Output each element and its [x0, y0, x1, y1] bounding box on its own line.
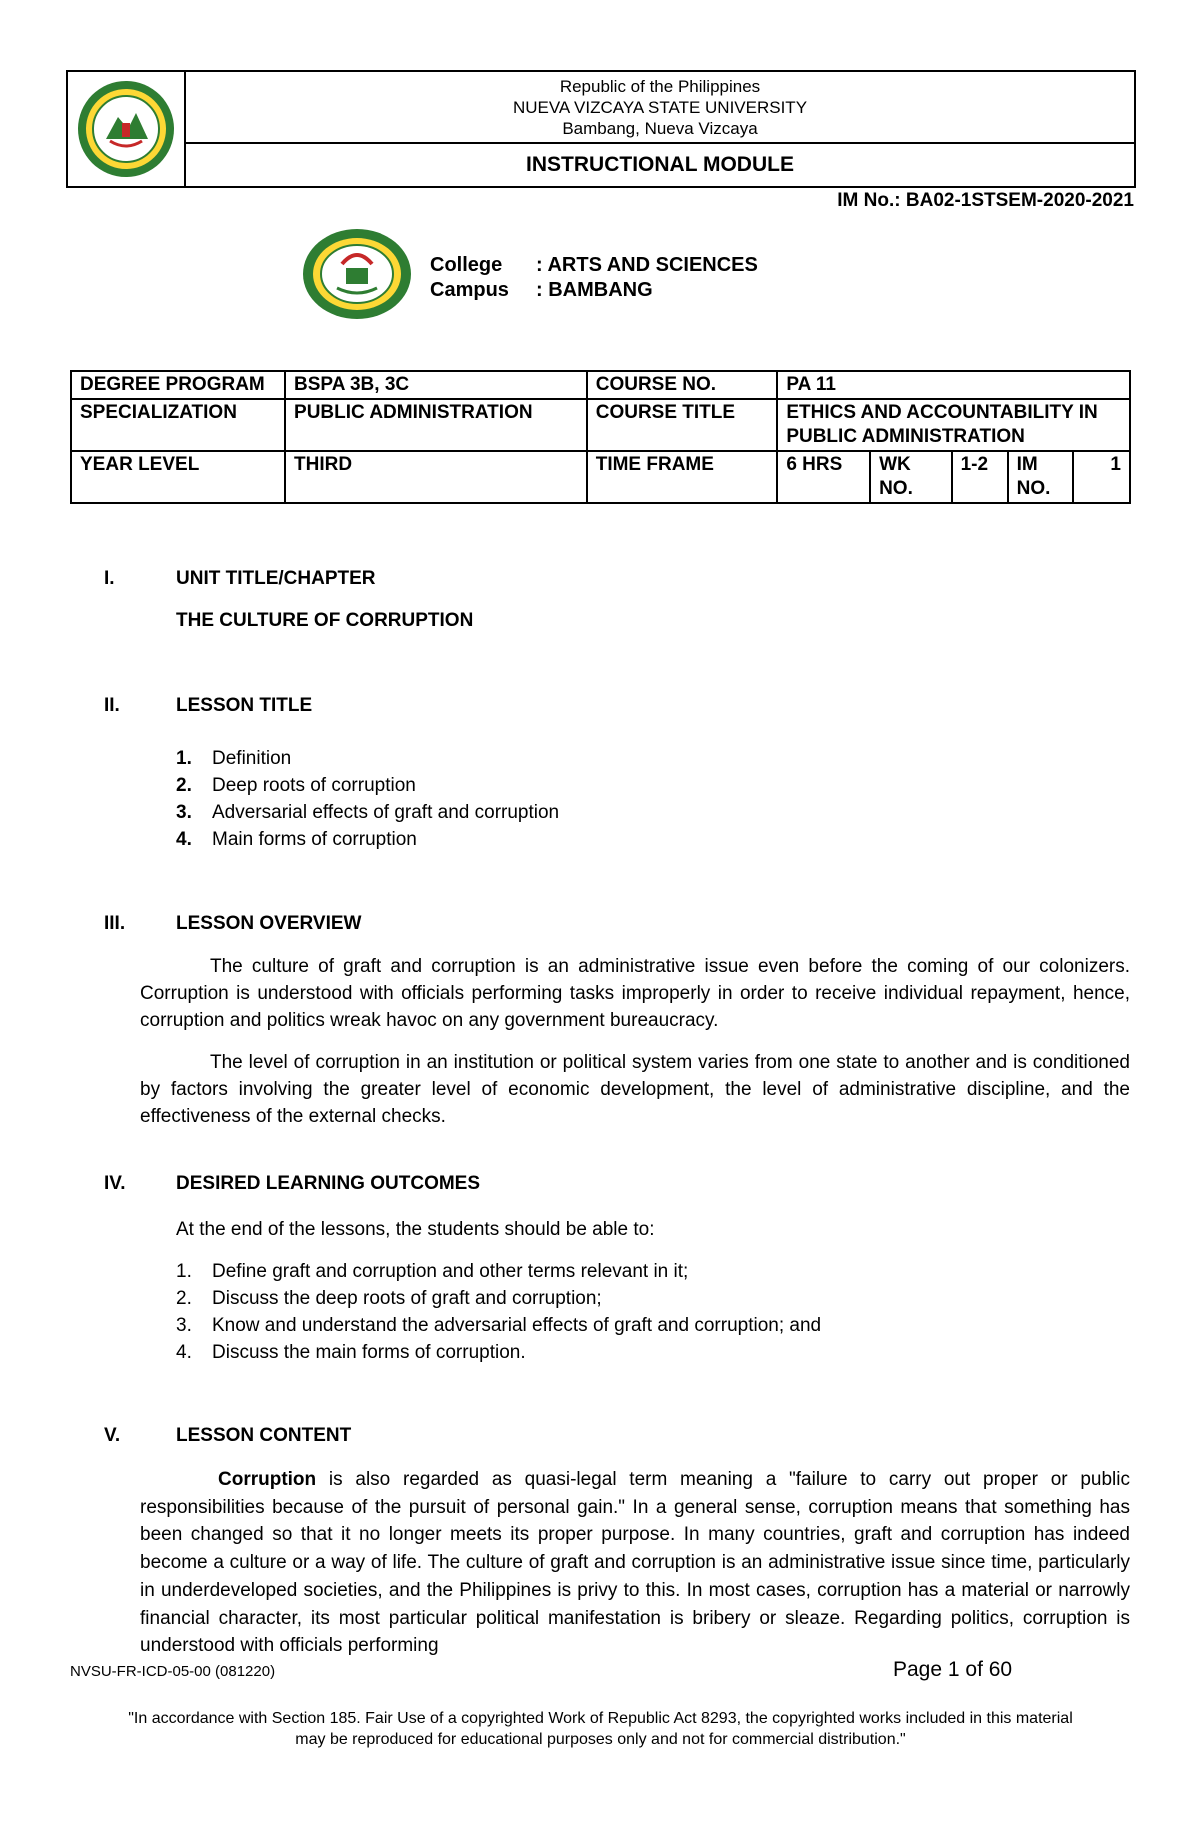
- campus-label: Campus: [430, 279, 509, 301]
- wk-no-label: WK NO.: [870, 451, 952, 503]
- campus-value: : BAMBANG: [536, 279, 653, 301]
- specialization-value: PUBLIC ADMINISTRATION: [285, 399, 587, 451]
- disclaimer-line-1: "In accordance with Section 185. Fair Use of a copyrighted Work of Republic Act 8293, the copyrighted works included in this material: [128, 1710, 1073, 1727]
- course-title-value: ETHICS AND ACCOUNTABILITY IN PUBLIC ADMINISTRATION: [777, 399, 1130, 451]
- header-institution: [186, 72, 1134, 144]
- section-2-number: II.: [104, 695, 120, 716]
- term-corruption: Corruption: [218, 1469, 317, 1490]
- section-3-title: LESSON OVERVIEW: [176, 913, 362, 934]
- course-title-label: COURSE TITLE: [587, 399, 778, 451]
- time-frame-value: 6 HRS: [777, 451, 870, 503]
- lesson-content-body: is also regarded as quasi-legal term meaning a "failure to carry out proper or public responsibilities because of the pursuit of personal gain." In a general sense, corruption means that something has been changed so that it no longer meets its proper purpose. In many countries, graft and corruption has indeed become a culture or a way of life. The culture of graft and corruption is an administrative issue since time, particularly in underdeveloped societies, and the Philippines is privy to this. In most cases, corruption has a material or narrowly financial character, its most particular political manifestation is bribery or sleaze. Regarding politics, corruption is understood with officials performing: [140, 1469, 1130, 1657]
- college-info: [430, 253, 758, 303]
- overview-paragraph-2: The level of corruption in an institution or political system varies from one state to another and is conditioned by factors involving the greater level of economic development, the level of administrative discipline, and the effectiveness of the external checks.: [140, 1052, 1130, 1127]
- table-row: [71, 399, 1130, 451]
- time-frame-label: TIME FRAME: [587, 451, 778, 503]
- outcomes-list: [176, 1258, 821, 1366]
- list-item: 4. Discuss the main forms of corruption.: [176, 1342, 526, 1363]
- list-item: 3. Adversarial effects of graft and corruption: [176, 802, 560, 823]
- list-item: 3. Know and understand the adversarial effects of graft and corruption; and: [176, 1315, 822, 1336]
- overview-paragraph-1: The culture of graft and corruption is an administrative issue even before the coming of our colonizers. Corruption is understood with officials performing tasks improperly in order to receive individual repayment, hence, corruption and politics wreak havoc on any government bureaucracy.: [140, 956, 1130, 1031]
- list-item: 4. Main forms of corruption: [176, 829, 417, 850]
- degree-program-label: DEGREE PROGRAM: [71, 371, 285, 399]
- list-item: 1. Definition: [176, 748, 292, 769]
- module-title: INSTRUCTIONAL MODULE: [526, 153, 794, 176]
- outcomes-intro: At the end of the lessons, the students should be able to:: [176, 1219, 655, 1240]
- lesson-title-list: [176, 745, 559, 853]
- section-1-title: UNIT TITLE/CHAPTER: [176, 568, 376, 589]
- section-4-number: IV.: [104, 1173, 126, 1194]
- list-item: 2. Discuss the deep roots of graft and corruption;: [176, 1288, 602, 1309]
- wk-no-value: 1-2: [952, 451, 1008, 503]
- year-level-label: YEAR LEVEL: [71, 451, 285, 503]
- degree-program-value: BSPA 3B, 3C: [285, 371, 587, 399]
- copyright-disclaimer: [70, 1708, 1131, 1750]
- year-level-value: THIRD: [285, 451, 587, 503]
- im-no-label: IM NO.: [1008, 451, 1073, 503]
- list-item: 1. Define graft and corruption and other terms relevant in it;: [176, 1261, 689, 1282]
- header-box: [66, 70, 1136, 188]
- college-seal-icon: [302, 228, 412, 320]
- list-item: 2. Deep roots of corruption: [176, 775, 416, 796]
- im-no-value: 1: [1073, 451, 1130, 503]
- section-2-title: LESSON TITLE: [176, 695, 313, 716]
- section-5-number: V.: [104, 1425, 121, 1446]
- university-seal-icon: [76, 79, 176, 179]
- disclaimer-line-2: may be reproduced for educational purposes only and not for commercial distribution.": [295, 1731, 906, 1748]
- section-4-title: DESIRED LEARNING OUTCOMES: [176, 1173, 481, 1194]
- specialization-label: SPECIALIZATION: [71, 399, 285, 451]
- table-row: [71, 451, 1130, 503]
- header-republic: Republic of the Philippines: [559, 77, 761, 96]
- university-logo-cell: [68, 72, 186, 186]
- college-value: : ARTS AND SCIENCES: [536, 254, 758, 276]
- im-number: IM No.: BA02-1STSEM-2020-2021: [837, 190, 1134, 211]
- header-university: NUEVA VIZCAYA STATE UNIVERSITY: [512, 98, 808, 117]
- header-address: Bambang, Nueva Vizcaya: [562, 119, 758, 138]
- section-1-number: I.: [104, 568, 115, 589]
- college-label: College: [430, 254, 503, 276]
- course-no-label: COURSE NO.: [587, 371, 778, 399]
- table-row: [71, 371, 1130, 399]
- form-code: NVSU-FR-ICD-05-00 (081220): [70, 1663, 276, 1680]
- section-3-number: III.: [104, 913, 126, 934]
- page-number: Page 1 of 60: [893, 1658, 1013, 1681]
- course-no-value: PA 11: [777, 371, 1130, 399]
- unit-title: THE CULTURE OF CORRUPTION: [176, 610, 474, 631]
- section-5-title: LESSON CONTENT: [176, 1425, 352, 1446]
- course-info-table: [70, 370, 1131, 504]
- lesson-content-paragraph: [140, 1466, 1130, 1660]
